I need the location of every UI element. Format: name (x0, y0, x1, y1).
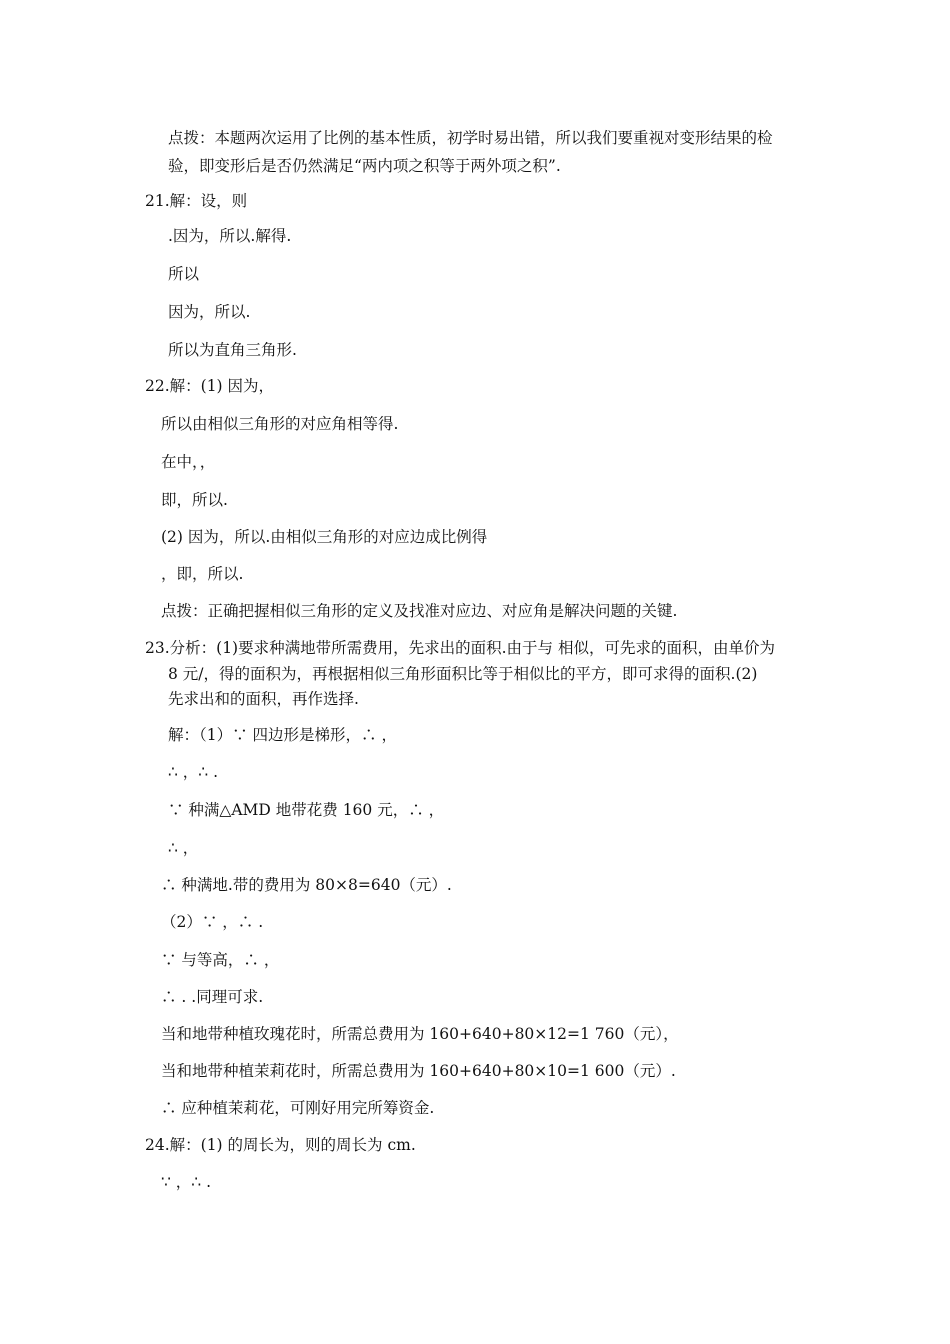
q22-line-5: ，即，所以. (161, 565, 244, 583)
q22-heading: 22.解：(1) 因为， (145, 377, 275, 395)
q23-solution-line-3: ∵ 种满△AMD 地带花费 160 元，∴ ， (168, 801, 445, 819)
q23-solution-line-5: ∴ 种满地.带的费用为 80×8=640（元）. (161, 876, 452, 894)
q21-line-2: 所以 (168, 265, 200, 283)
q23-solution-line-2: ∴ ，∴ . (168, 763, 219, 781)
q23-solution-line-4: ∴ ， (168, 839, 199, 857)
q23-solution-line-8: ∴ . .同理可求. (161, 988, 264, 1006)
q21-line-4: 所以为直角三角形. (168, 341, 297, 359)
q21-line-1: .因为，所以.解得. (168, 227, 292, 245)
q23-solution-line-7: ∵ 与等高，∴ ， (161, 951, 280, 969)
q23-conclusion: ∴ 应种植茉莉花，可刚好用完所筹资金. (161, 1099, 435, 1117)
q23-analysis-line-2: 8 元/，得的面积为，再根据相似三角形面积比等于相似比的平方，即可求得的面积.(2) (168, 665, 758, 683)
q22-line-4: (2) 因为，所以.由相似三角形的对应边成比例得 (161, 528, 488, 546)
q23-solution-line-9: 当和地带种植玫瑰花时，所需总费用为 160+640+80×12=1 760（元）， (161, 1025, 679, 1043)
q23-solution-line-6: （2）∵ ，∴ . (161, 913, 264, 931)
q22-line-3: 即，所以. (161, 491, 228, 509)
q23-analysis-line-1: 23.分析：(1)要求种满地带所需费用，先求出的面积.由于与 相似，可先求的面积，由单价为 (145, 639, 775, 657)
q22-line-2: 在中，， (161, 453, 216, 471)
q23-analysis-line-3: 先求出和的面积，再作选择. (168, 690, 359, 708)
q21-heading: 21.解：设，则 (145, 192, 248, 210)
q23-solution-line-1: 解：（1）∵ 四边形是梯形，∴ ， (168, 726, 397, 744)
q23-solution-line-10: 当和地带种植茉莉花时，所需总费用为 160+640+80×10=1 600（元）. (161, 1062, 676, 1080)
q21-line-3: 因为，所以. (168, 303, 251, 321)
hint-line-2: 验，即变形后是否仍然满足“两内项之积等于两外项之积”. (168, 157, 561, 175)
q22-hint: 点拨：正确把握相似三角形的定义及找准对应边、对应角是解决问题的关键. (161, 602, 678, 620)
hint-line-1: 点拨：本题两次运用了比例的基本性质，初学时易出错，所以我们要重视对变形结果的检 (168, 129, 773, 147)
q24-line-1: ∵ ，∴ . (161, 1173, 212, 1191)
q22-line-1: 所以由相似三角形的对应角相等得. (161, 415, 399, 433)
q24-heading: 24.解：(1) 的周长为，则的周长为 cm. (145, 1136, 416, 1154)
